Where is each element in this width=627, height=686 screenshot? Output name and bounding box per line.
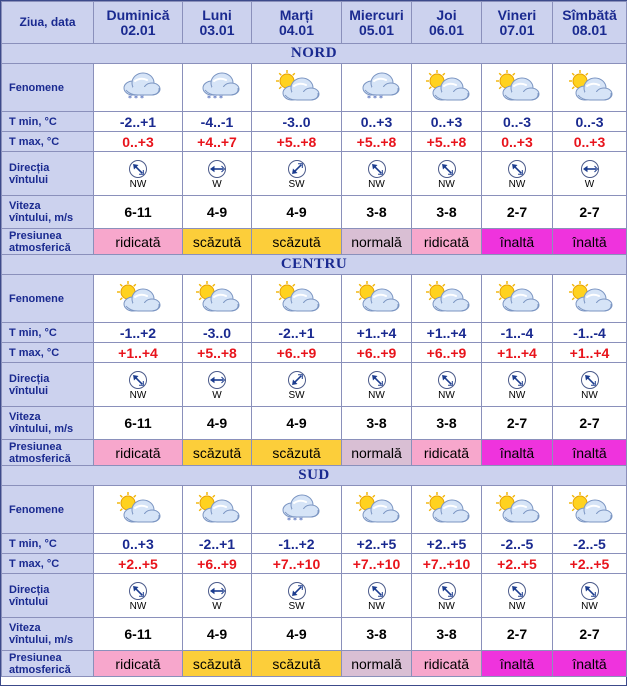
wind-compass-icon [342, 581, 411, 601]
phenomena-cell [553, 64, 627, 112]
phenomena-cell [412, 275, 482, 323]
day-header [252, 2, 342, 44]
pressure-row [2, 440, 627, 466]
pressure-value: normală [342, 651, 412, 677]
date-column-label: Ziua, data [19, 15, 76, 29]
day-header [553, 2, 627, 44]
phenomena-cell [94, 64, 183, 112]
phenomena-cell [94, 275, 183, 323]
tmin-value: 0..-3 [553, 112, 627, 132]
wind-speed-row [2, 196, 627, 229]
tmin-value: -1..+2 [94, 323, 183, 343]
tmin-value: -4..-1 [183, 112, 252, 132]
region-title [2, 466, 627, 486]
pressure-label-text: Presiunea [9, 229, 62, 242]
wind-direction-text: NW [438, 178, 455, 190]
wind-direction-cell [553, 152, 627, 196]
phenomena-cell [183, 486, 252, 534]
tmin-value: -2..+1 [183, 534, 252, 554]
wind-speed-value: 6-11 [94, 618, 183, 651]
phenomena-cell [553, 275, 627, 323]
wind-compass-icon [183, 370, 251, 390]
wind-speed-label-text: Viteza [9, 411, 41, 423]
phenomena-cell [342, 486, 412, 534]
day-name: Duminică [106, 6, 170, 23]
pressure-row [2, 651, 627, 677]
day-date: 06.01 [428, 21, 465, 38]
tmax-value: +5..+8 [252, 132, 342, 152]
tmax-label [2, 132, 94, 152]
wind-direction-text: W [212, 389, 222, 401]
tmin-value: 0..+3 [94, 534, 183, 554]
pressure-label [2, 651, 94, 677]
tmax-value: +5..+8 [342, 132, 412, 152]
wind-compass-icon [412, 159, 481, 179]
wind-speed-value: 3-8 [342, 407, 412, 440]
wind-direction-cell [183, 363, 252, 407]
wind-compass-icon [252, 581, 341, 601]
sun-cloud-icon [482, 70, 552, 106]
tmax-value: +6..+9 [342, 343, 412, 363]
wind-direction-label-text: Direcția [9, 583, 50, 596]
wind-direction-text: SW [288, 600, 305, 612]
wind-direction-cell [482, 363, 553, 407]
day-header [482, 2, 553, 44]
svg-text:*: * [219, 93, 223, 103]
tmax-value: 0..+3 [482, 132, 553, 152]
sun-cloud-icon [252, 281, 341, 317]
pressure-value: înaltă [553, 229, 627, 255]
tmax-row [2, 343, 627, 363]
wind-direction-text: NW [508, 600, 526, 612]
sun-cloud-icon [252, 70, 341, 106]
tmin-label [2, 323, 94, 343]
cloud-snow-icon [94, 70, 182, 106]
tmin-value: -2..-5 [553, 534, 627, 554]
wind-speed-label [2, 196, 94, 229]
wind-direction-text: NW [368, 389, 385, 401]
wind-direction-text: W [212, 178, 222, 190]
tmax-value: +5..+8 [412, 132, 482, 152]
wind-compass-icon [94, 159, 182, 179]
wind-direction-cell [252, 574, 342, 618]
tmin-label [2, 534, 94, 554]
tmin-label [2, 112, 94, 132]
phenomena-label [2, 275, 94, 323]
wind-direction-label-text: vîntului [9, 595, 49, 608]
tmax-label-text: T max, °C [9, 135, 60, 148]
tmax-value: +4..+7 [183, 132, 252, 152]
wind-speed-value: 4-9 [252, 618, 342, 651]
wind-direction-label [2, 574, 94, 618]
svg-text:*: * [372, 93, 377, 103]
pressure-value: scăzută [252, 651, 342, 677]
phenomena-cell [252, 64, 342, 112]
day-date: 04.01 [278, 21, 315, 38]
day-name: Luni [202, 6, 232, 23]
wind-direction-cell [94, 574, 183, 618]
pressure-value: scăzută [252, 229, 342, 255]
phenomena-row [2, 64, 627, 112]
wind-direction-text: NW [508, 178, 526, 190]
sun-cloud-icon [342, 281, 411, 317]
wind-speed-value: 4-9 [252, 196, 342, 229]
svg-text:*: * [378, 93, 383, 103]
tmax-value: +7..+10 [342, 554, 412, 574]
wind-speed-value: 3-8 [412, 618, 482, 651]
wind-direction-label [2, 152, 94, 196]
tmax-value: +2..+5 [94, 554, 183, 574]
day-date: 05.01 [358, 21, 395, 38]
phenomena-cell [412, 64, 482, 112]
wind-speed-label-text: Viteza [9, 622, 41, 634]
wind-direction-label-text: Direcția [9, 372, 50, 385]
tmin-label-text: T min, °C [9, 537, 57, 550]
wind-direction-text: NW [438, 389, 455, 401]
day-name: Vineri [497, 6, 537, 23]
tmin-value: -2..-5 [482, 534, 553, 554]
wind-speed-value: 4-9 [183, 196, 252, 229]
tmin-value: 0..-3 [482, 112, 553, 132]
wind-direction-label-text: vîntului [9, 173, 49, 186]
wind-compass-icon [342, 370, 411, 390]
phenomena-row [2, 275, 627, 323]
day-header [342, 2, 412, 44]
day-name: Miercuri [349, 6, 404, 23]
tmax-label-text: T max, °C [9, 346, 60, 359]
pressure-value: înaltă [482, 651, 553, 677]
wind-speed-label [2, 407, 94, 440]
wind-speed-value: 2-7 [553, 618, 627, 651]
sun-cloud-icon [482, 281, 552, 317]
tmax-value: +7..+10 [412, 554, 482, 574]
wind-direction-text: NW [508, 389, 526, 401]
wind-direction-row [2, 152, 627, 196]
sun-cloud-icon [94, 492, 182, 528]
wind-direction-text: W [584, 178, 595, 190]
phenomena-cell [183, 64, 252, 112]
pressure-label [2, 440, 94, 466]
wind-direction-row [2, 574, 627, 618]
phenomena-cell [553, 486, 627, 534]
wind-direction-label-text: vîntului [9, 384, 49, 397]
pressure-value: înaltă [553, 651, 627, 677]
tmax-value: +5..+8 [183, 343, 252, 363]
phenomena-label [2, 486, 94, 534]
day-date: 08.01 [571, 21, 608, 38]
sun-cloud-icon [482, 492, 552, 528]
forecast-table [1, 1, 627, 677]
pressure-label-text: Presiunea [9, 440, 62, 453]
sun-cloud-icon [412, 492, 481, 528]
pressure-value: înaltă [482, 440, 553, 466]
pressure-value: scăzută [183, 440, 252, 466]
wind-compass-icon [94, 370, 182, 390]
wind-compass-icon [553, 370, 626, 390]
wind-direction-text: SW [288, 178, 305, 190]
wind-direction-text: NW [581, 600, 598, 612]
wind-speed-value: 2-7 [553, 407, 627, 440]
pressure-value: ridicată [412, 440, 482, 466]
phenomena-cell [252, 486, 342, 534]
wind-speed-value: 4-9 [183, 618, 252, 651]
pressure-value: scăzută [183, 651, 252, 677]
tmax-value: +6..+9 [183, 554, 252, 574]
wind-direction-cell [412, 363, 482, 407]
wind-compass-icon [412, 581, 481, 601]
wind-direction-text: NW [368, 600, 385, 612]
wind-compass-icon [252, 370, 341, 390]
wind-compass-icon [553, 581, 626, 601]
wind-speed-label [2, 618, 94, 651]
tmax-value: +1..+4 [94, 343, 183, 363]
svg-text:*: * [286, 515, 291, 525]
date-column-header [2, 2, 94, 44]
wind-direction-text: NW [368, 178, 385, 190]
wind-direction-text: NW [438, 600, 455, 612]
tmax-label-text: T max, °C [9, 557, 60, 570]
phenomena-cell [183, 275, 252, 323]
tmin-value: -2..+1 [252, 323, 342, 343]
pressure-label-text: atmosferică [9, 452, 71, 465]
sun-cloud-icon [553, 281, 626, 317]
phenomena-row [2, 486, 627, 534]
tmin-value: -3..0 [252, 112, 342, 132]
sun-cloud-icon [553, 492, 626, 528]
region-name: SUD [298, 467, 330, 483]
wind-direction-cell [412, 152, 482, 196]
pressure-value: scăzută [252, 440, 342, 466]
region-title [2, 255, 627, 275]
region-name: CENTRU [280, 256, 348, 272]
region-name: NORD [290, 45, 338, 61]
region-header [2, 255, 627, 275]
wind-speed-value: 6-11 [94, 407, 183, 440]
sun-cloud-icon [553, 70, 626, 106]
tmin-label-text: T min, °C [9, 326, 57, 339]
day-date: 03.01 [199, 21, 235, 38]
tmin-value: 0..+3 [342, 112, 412, 132]
wind-speed-label-text: Viteza [9, 200, 41, 212]
phenomena-cell [252, 275, 342, 323]
wind-compass-icon [252, 159, 341, 179]
day-date: 07.01 [499, 21, 535, 38]
wind-speed-value: 3-8 [342, 196, 412, 229]
phenomena-cell [342, 275, 412, 323]
svg-text:*: * [128, 93, 132, 103]
pressure-value: ridicată [412, 229, 482, 255]
tmin-label-text: T min, °C [9, 115, 57, 128]
wind-speed-label-text: vîntului, m/s [9, 423, 74, 435]
tmax-value: +2..+5 [482, 554, 553, 574]
tmin-value: -1..-4 [482, 323, 553, 343]
tmax-value: +6..+9 [252, 343, 342, 363]
tmax-value: +6..+9 [412, 343, 482, 363]
wind-direction-text: NW [129, 389, 147, 401]
tmax-value: +1..+4 [553, 343, 627, 363]
day-name: Marți [279, 6, 314, 23]
region-header [2, 466, 627, 486]
wind-speed-label-text: vîntului, m/s [9, 212, 74, 224]
tmax-row [2, 132, 627, 152]
wind-speed-row [2, 618, 627, 651]
cloud-snow-icon [252, 492, 341, 528]
day-date: 02.01 [120, 21, 156, 38]
svg-text:*: * [213, 93, 217, 103]
wind-direction-label [2, 363, 94, 407]
pressure-label-text: atmosferică [9, 241, 71, 254]
pressure-value: ridicată [94, 440, 183, 466]
wind-speed-value: 2-7 [482, 196, 553, 229]
phenomena-label-text: Fenomene [9, 292, 65, 305]
wind-direction-text: NW [129, 178, 147, 190]
wind-direction-cell [252, 363, 342, 407]
pressure-value: ridicată [94, 651, 183, 677]
wind-direction-cell [252, 152, 342, 196]
pressure-row [2, 229, 627, 255]
pressure-label-text: Presiunea [9, 651, 62, 664]
pressure-value: ridicată [412, 651, 482, 677]
phenomena-cell [482, 486, 553, 534]
tmin-value: -1..+2 [252, 534, 342, 554]
cloud-snow-icon [342, 70, 411, 106]
svg-text:*: * [140, 93, 144, 103]
tmin-row [2, 112, 627, 132]
wind-compass-icon [183, 159, 251, 179]
wind-speed-value: 2-7 [482, 618, 553, 651]
wind-speed-value: 3-8 [342, 618, 412, 651]
wind-speed-row [2, 407, 627, 440]
tmin-value: 0..+3 [412, 112, 482, 132]
pressure-value: înaltă [553, 440, 627, 466]
wind-compass-icon [342, 159, 411, 179]
wind-direction-cell [183, 152, 252, 196]
wind-compass-icon [412, 370, 481, 390]
phenomena-label-text: Fenomene [9, 81, 65, 94]
wind-direction-cell [183, 574, 252, 618]
wind-direction-text: SW [288, 389, 305, 401]
wind-speed-value: 3-8 [412, 196, 482, 229]
wind-direction-text: W [212, 600, 222, 612]
tmax-label [2, 554, 94, 574]
svg-text:*: * [298, 515, 303, 525]
wind-speed-value: 6-11 [94, 196, 183, 229]
region-title [2, 44, 627, 64]
wind-speed-value: 4-9 [183, 407, 252, 440]
pressure-label-text: atmosferică [9, 663, 71, 676]
wind-direction-row [2, 363, 627, 407]
pressure-label [2, 229, 94, 255]
phenomena-cell [482, 64, 553, 112]
sun-cloud-icon [412, 70, 481, 106]
tmax-label [2, 343, 94, 363]
wind-direction-cell [553, 574, 627, 618]
wind-compass-icon [482, 370, 552, 390]
svg-text:*: * [366, 93, 371, 103]
cloud-snow-icon [183, 70, 251, 106]
wind-speed-label-text: vîntului, m/s [9, 634, 74, 646]
phenomena-cell [412, 486, 482, 534]
day-name: Joi [436, 6, 457, 23]
day-header [412, 2, 482, 44]
wind-direction-cell [482, 574, 553, 618]
header-row [2, 2, 627, 44]
wind-direction-cell [342, 574, 412, 618]
phenomena-cell [94, 486, 183, 534]
pressure-value: ridicată [94, 229, 183, 255]
wind-compass-icon [553, 159, 626, 179]
sun-cloud-icon [183, 492, 251, 528]
svg-text:*: * [207, 93, 211, 103]
phenomena-label [2, 64, 94, 112]
wind-compass-icon [94, 581, 182, 601]
phenomena-label-text: Fenomene [9, 503, 65, 516]
tmin-value: -2..+1 [94, 112, 183, 132]
wind-compass-icon [482, 581, 552, 601]
wind-speed-value: 2-7 [553, 196, 627, 229]
sun-cloud-icon [342, 492, 411, 528]
tmin-value: +1..+4 [412, 323, 482, 343]
tmin-value: +2..+5 [342, 534, 412, 554]
tmin-value: -1..-4 [553, 323, 627, 343]
wind-direction-cell [94, 363, 183, 407]
sun-cloud-icon [412, 281, 481, 317]
svg-text:*: * [134, 93, 138, 103]
wind-compass-icon [183, 581, 251, 601]
wind-direction-cell [482, 152, 553, 196]
tmax-value: +2..+5 [553, 554, 627, 574]
wind-speed-value: 2-7 [482, 407, 553, 440]
wind-direction-label-text: Direcția [9, 161, 50, 174]
pressure-value: înaltă [482, 229, 553, 255]
day-header [94, 2, 183, 44]
sun-cloud-icon [94, 281, 182, 317]
tmin-value: +1..+4 [342, 323, 412, 343]
wind-direction-cell [553, 363, 627, 407]
wind-direction-cell [94, 152, 183, 196]
wind-speed-value: 4-9 [252, 407, 342, 440]
tmin-row [2, 534, 627, 554]
wind-speed-value: 3-8 [412, 407, 482, 440]
wind-direction-text: NW [581, 389, 598, 401]
tmax-row [2, 554, 627, 574]
pressure-value: normală [342, 440, 412, 466]
svg-text:*: * [292, 515, 297, 525]
day-name: Sîmbătă [562, 6, 617, 23]
tmin-value: +2..+5 [412, 534, 482, 554]
day-header [183, 2, 252, 44]
tmax-value: +7..+10 [252, 554, 342, 574]
tmax-value: +1..+4 [482, 343, 553, 363]
phenomena-cell [342, 64, 412, 112]
tmax-value: 0..+3 [94, 132, 183, 152]
pressure-value: normală [342, 229, 412, 255]
tmin-value: -3..0 [183, 323, 252, 343]
wind-direction-cell [342, 152, 412, 196]
wind-compass-icon [482, 159, 552, 179]
sun-cloud-icon [183, 281, 251, 317]
region-header [2, 44, 627, 64]
wind-direction-cell [412, 574, 482, 618]
phenomena-cell [482, 275, 553, 323]
wind-direction-cell [342, 363, 412, 407]
tmin-row [2, 323, 627, 343]
wind-direction-text: NW [129, 600, 147, 612]
tmax-value: 0..+3 [553, 132, 627, 152]
pressure-value: scăzută [183, 229, 252, 255]
